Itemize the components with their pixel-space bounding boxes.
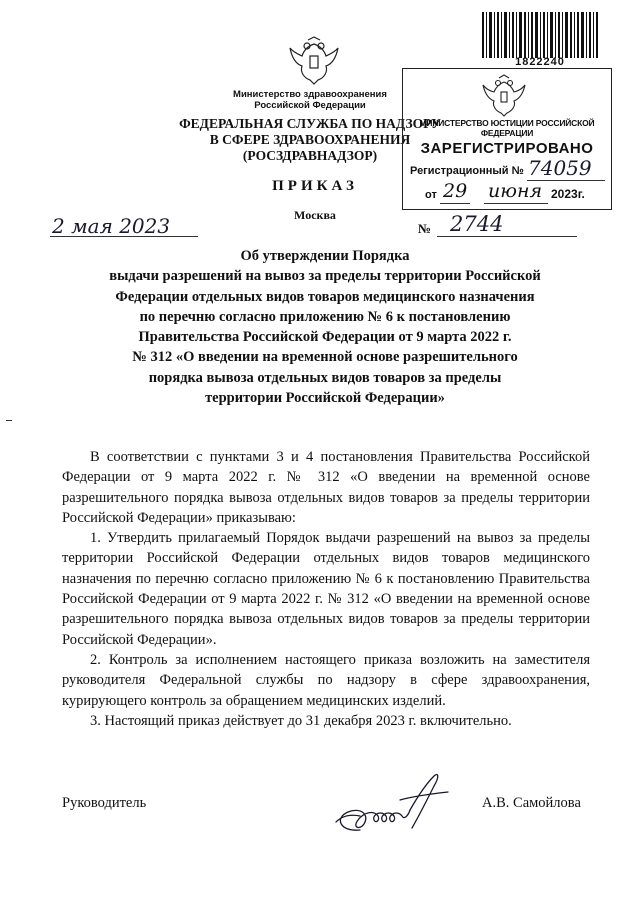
- coat-of-arms-icon: [288, 36, 340, 86]
- body-paragraph: 1. Утвердить прилагаемый Порядок выдачи разрешений на вывоз за пределы территории Российской Федерации отдельных видов товаров медицинского назначения по перечню согласно приложению № 6 к постановлению Правительства Российской Федерации от 9 марта 2022 г. № 312 «О введении на временной основе разрешительного порядка вывоза отдельных видов товаров за пределы территории Российской Федерации».: [62, 530, 590, 648]
- title-line: Правительства Российской Федерации от 9 марта 2022 г.: [138, 329, 512, 346]
- barcode: [480, 10, 600, 60]
- margin-mark: [6, 420, 12, 421]
- date-underline: [50, 236, 198, 237]
- order-body: [62, 447, 590, 731]
- agency-line: ФЕДЕРАЛЬНАЯ СЛУЖБА ПО НАДЗОРУ: [179, 116, 441, 131]
- stamp-reg-label: Регистрационный №: [410, 165, 524, 177]
- signatory-name: А.В. Самойлова: [482, 795, 581, 811]
- ministry-line: Российской Федерации: [254, 100, 366, 111]
- stamp-from-label: от: [425, 189, 437, 201]
- underline: [484, 203, 548, 204]
- number-underline: [437, 236, 577, 237]
- order-title: [100, 246, 550, 408]
- order-number: 2744: [450, 212, 504, 236]
- ministry-name: [210, 89, 410, 111]
- city: Москва: [294, 208, 336, 222]
- title-line: Об утверждении Порядка: [240, 248, 410, 264]
- title-line: порядка вывоза отдельных видов товаров за пределы: [148, 369, 502, 386]
- underline: [440, 203, 470, 204]
- title-line: по перечню согласно приложению № 6 к постановлению: [139, 308, 511, 325]
- handwritten-signature: [330, 770, 455, 840]
- order-date: 2 мая 2023: [52, 214, 171, 238]
- number-label: №: [418, 221, 432, 236]
- title-line: выдачи разрешений на вывоз за пределы территории Российской: [109, 268, 541, 285]
- ministry-line: Министерство здравоохранения: [233, 89, 387, 100]
- stamp-ministry: МИНИСТЕРСТВО ЮСТИЦИИ РОССИЙСКОЙ ФЕДЕРАЦИИ: [419, 118, 595, 138]
- stamp-month: июня: [488, 180, 543, 202]
- title-line: территории Российской Федерации»: [205, 390, 445, 407]
- title-line: № 312 «О введении на временной основе разрешительного: [132, 349, 518, 366]
- body-paragraph: В соответствии с пунктами 3 и 4 постановления Правительства Российской Федерации от 9 марта 2022 г. № 312 «О введении на временной основе разрешительного порядка вывоза отдельных видов товаров за пределы территории Российской Федерации» приказываю:: [62, 449, 590, 526]
- agency-line: В СФЕРЕ ЗДРАВООХРАНЕНИЯ: [209, 132, 411, 147]
- body-paragraph: 2. Контроль за исполнением настоящего приказа возложить на заместителя руководителя Федеральной службы по надзору в сфере здравоохранения, курирующего контроль за обращением медицинских изделий.: [62, 651, 590, 709]
- stamp-day: 29: [443, 180, 468, 202]
- signatory-position: Руководитель: [62, 795, 147, 811]
- agency-line: (РОСЗДРАВНАДЗОР): [242, 148, 378, 163]
- barcode-number: 1822240: [515, 56, 565, 68]
- stamp-emblem-icon: [481, 74, 527, 118]
- title-line: Федерации отдельных видов товаров медицинского назначения: [115, 288, 535, 305]
- document-type: ПРИКАЗ: [272, 178, 358, 194]
- stamp-year: 2023г.: [551, 187, 585, 201]
- stamp-reg-number: 74059: [528, 156, 592, 180]
- body-paragraph: 3. Настоящий приказ действует до 31 декабря 2023 г. включительно.: [90, 712, 512, 729]
- stamp-registered: ЗАРЕГИСТРИРОВАНО: [420, 140, 594, 157]
